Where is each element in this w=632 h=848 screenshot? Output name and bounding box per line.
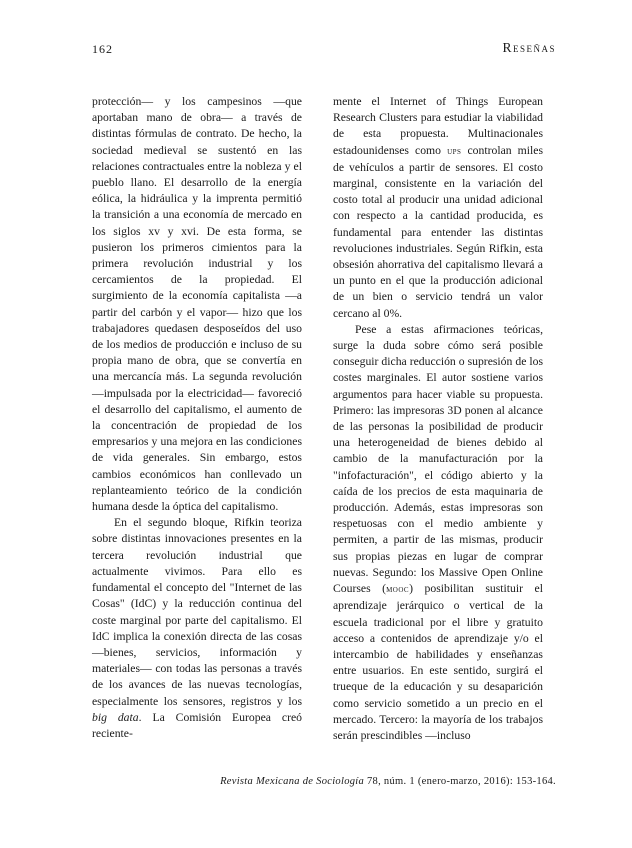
footer-citation	[220, 776, 556, 787]
paragraph-text: En el segundo bloque, Rifkin teoriza sobre distintas innovaciones presentes en la tercera revolución industrial que actualmente vivimos. Para ello es fundamental el concepto del "Internet de las Cosas" (IdC) y la reducción continua del coste marginal por parte del capitalismo. El IdC implica la conexión directa de las cosas —bienes, servicios, información y materiales— con todas las personas a través de los avances de las nuevas tecnologías, especialmente los sensores, registros y los	[92, 516, 302, 708]
page-number: 162	[92, 42, 113, 56]
acronym: mooc	[386, 584, 410, 596]
acronym: ups	[447, 145, 462, 157]
left-column	[92, 94, 302, 742]
paragraph	[333, 94, 543, 322]
italic-term: big data	[92, 710, 139, 724]
section-title: Reseñas	[502, 40, 556, 55]
paragraph-text: ) posibilitan sustituir el aprendizaje jerárquico o vertical de la escuela tradicional por el libre y gratuito acceso a contenidos de aprendizaje y/o el intercambio de habilidades y enseñanzas entre usuarios. En este sentido, surgirá el trueque de la educación y su desaparición como servicio sometido a un precio en el mercado. Tercero: la mayoría de los trabajos serán prescindibles —incluso	[333, 582, 543, 742]
paragraph: protección— y los campesinos —que aportaban mano de obra— a través de distintas fórmulas de contrato. De hecho, la sociedad medieval se sustentó en las relaciones contractuales entre la nobleza y el pueblo llano. El desarrollo de la energía eólica, la hidráulica y la imprenta permitió la transición a una economía de mercado en los siglos xv y xvi. De esta forma, se pusieron los primeros cimientos para la primera revolución industrial y los cercamientos de la propiedad. El surgimiento de la economía capitalista —a partir del carbón y el vapor— hizo que los trabajadores quedasen desposeídos del uso de los medios de producción e incluso de su propia mano de obra, que se convertía en una mercancía más. La segunda revolución —impulsada por la electricidad— favoreció el desarrollo del capitalismo, el aumento de la concentración de propiedad de los empresarios y una mejora en las condiciones de vida generales. Sin embargo, estos cambios económicos han conllevado un replanteamiento teórico de la condición humana desde la óptica del capitalismo.	[92, 95, 302, 514]
paragraph	[333, 322, 543, 744]
paragraph	[92, 515, 302, 742]
citation-details: 78, núm. 1 (enero-marzo, 2016): 153-164.	[364, 776, 556, 787]
paragraph-text: mente el Internet of Things European Research Clusters para estudiar la viabilidad de esta propuesta. Multinacionales estadounidenses como	[333, 95, 543, 157]
paragraph-text: controlan miles de vehículos a partir de sensores. El costo marginal, consistente en la variación del costo total al producir una unidad adicional con respecto a la cantidad producida, es fundamental para entender las distintas revoluciones industriales. Según Rifkin, esta obsesión ahorrativa del capitalismo llevará a un punto en el que la producción adicional de un bien o servicio tendrá un valor cercano al 0%.	[333, 143, 543, 320]
right-column	[333, 94, 543, 744]
paragraph-text: . La Comisión Europea creó reciente-	[92, 710, 302, 740]
paragraph-text: Pese a estas afirmaciones teóricas, surge la duda sobre cómo será posible conseguir dicha reducción o supresión de los costes marginales. El autor sostiene varios argumentos para hacer viable su propuesta. Primero: las impresoras 3D ponen al alcance de las personas la posibilidad de producir una heterogeneidad de bienes debido al cambio de la manufacturación por la "infofacturación", el código abierto y la caída de los precios de esta maquinaria de producción. Además, estas impresoras son respetuosas con el medio ambiente y permiten, a partir de las mismas, producir sus propias piezas en lugar de comprar nuevas. Segundo: los Massive Open Online Courses (	[333, 322, 543, 596]
journal-title: Revista Mexicana de Sociología	[220, 776, 365, 787]
